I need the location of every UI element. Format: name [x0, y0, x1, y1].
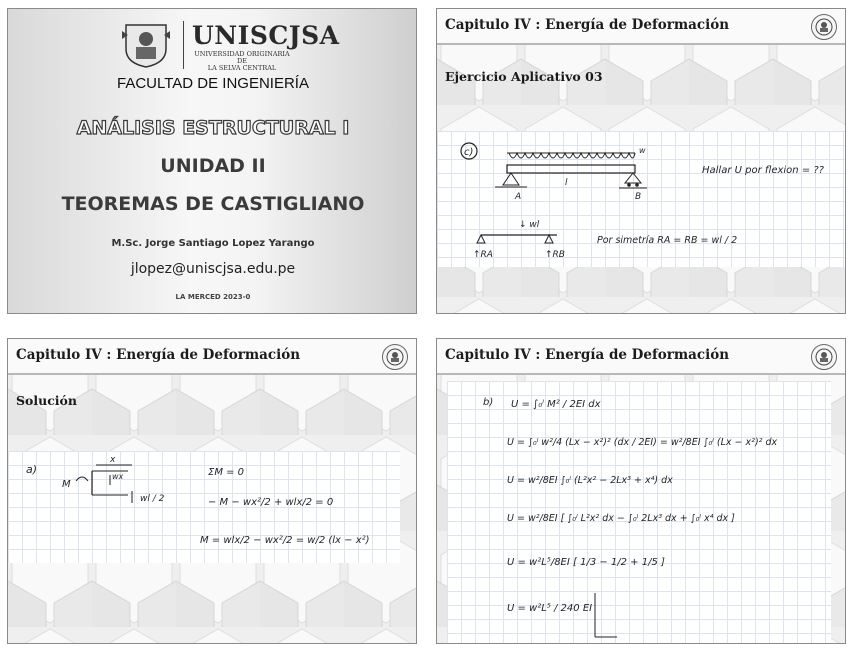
beam-diagram	[437, 131, 846, 267]
author-name: M.Sc. Jorge Santiago Lopez Yarango	[111, 238, 315, 249]
note-item-b: b)	[483, 397, 494, 408]
free-body-diagram	[8, 451, 400, 563]
moment-result: M = wlx/2 − wx²/2 = w/2 (lx − x²)	[200, 535, 370, 546]
moment-equation: − M − wx²/2 + wlx/2 = 0	[208, 497, 334, 508]
solution-slide[interactable]	[7, 338, 417, 644]
equation-line-3: U = w²/8EI ∫₀ˡ (L²x² − 2Lx³ + x⁴) dx	[507, 475, 673, 486]
equation-line-1: U = ∫₀ˡ M² / 2EI dx	[511, 399, 601, 410]
author-email[interactable]: jlopez@uniscjsa.edu.pe	[130, 261, 296, 277]
solution-subtitle: Solución	[16, 393, 77, 408]
university-subtitle	[194, 51, 290, 72]
equilibrium-equation: ΣM = 0	[208, 467, 245, 478]
distributed-resultant-label: wx	[112, 472, 124, 481]
handwritten-notes	[8, 451, 400, 563]
span-label-l: l	[565, 178, 568, 188]
x-distance-label: x	[110, 455, 116, 465]
university-seal-icon	[811, 14, 837, 40]
title-slide[interactable]	[7, 8, 417, 314]
reaction-label: wl / 2	[140, 494, 165, 504]
exercise-subtitle: Ejercicio Aplicativo 03	[445, 69, 603, 84]
final-result: U = w²L⁵ / 240 EI	[507, 603, 593, 614]
reaction-b-label: ↑RB	[545, 250, 565, 260]
university-seal-icon	[382, 344, 408, 370]
equation-line-5: U = w²L⁵/8EI [ 1/3 − 1/2 + 1/5 ]	[507, 557, 665, 568]
note-item-a: a)	[26, 463, 38, 476]
support-a-label: A	[515, 192, 522, 202]
load-label-w: w	[639, 146, 646, 155]
symmetry-equation: Por simetría RA = RB = wl / 2	[597, 235, 738, 246]
reaction-a-label: ↑RA	[473, 250, 493, 260]
energy-derivation	[447, 381, 831, 643]
handwritten-notes	[437, 131, 846, 267]
university-subtitle-line-1: UNIVERSIDAD ORIGINARIA DE	[194, 50, 290, 65]
handwritten-notes	[447, 381, 831, 643]
logo-divider	[183, 21, 184, 69]
support-b-label: B	[635, 192, 642, 202]
equation-line-4: U = w²/8EI [ ∫₀ˡ L²x² dx − ∫₀ˡ 2Lx³ dx + ∫₀ˡ x⁴ dx ]	[507, 513, 735, 524]
faculty-name: FACULTAD DE INGENIERÍA	[117, 75, 309, 92]
slide-title: Capitulo IV : Energía de Deformación	[445, 347, 730, 363]
moment-label: M	[62, 479, 71, 490]
slide-title: Capitulo IV : Energía de Deformación	[16, 347, 301, 363]
university-seal-icon	[811, 344, 837, 370]
unit-title: UNIDAD II	[160, 155, 266, 177]
university-subtitle-line-2: LA SELVA CENTRAL	[207, 64, 277, 72]
resultant-load-label: ↓ wl	[519, 220, 540, 230]
exercise-slide[interactable]	[436, 8, 846, 314]
note-item-c: c)	[464, 147, 474, 158]
topic-title: TEOREMAS DE CASTIGLIANO	[61, 193, 365, 215]
derivation-slide[interactable]	[436, 338, 846, 644]
university-logo	[120, 21, 172, 69]
equation-line-2: U = ∫₀ˡ w²/4 (Lx − x²)² (dx / 2EI) = w²/8EI ∫₀ˡ (Lx − x²)² dx	[507, 437, 778, 448]
slide-title: Capitulo IV : Energía de Deformación	[445, 17, 730, 33]
question-text: Hallar U por flexion = ??	[702, 165, 824, 176]
date-location: LA MERCED 2023-0	[175, 293, 251, 301]
course-title: ANÁLISIS ESTRUCTURAL I	[76, 117, 350, 139]
university-name: UNISCJSA	[192, 21, 340, 50]
